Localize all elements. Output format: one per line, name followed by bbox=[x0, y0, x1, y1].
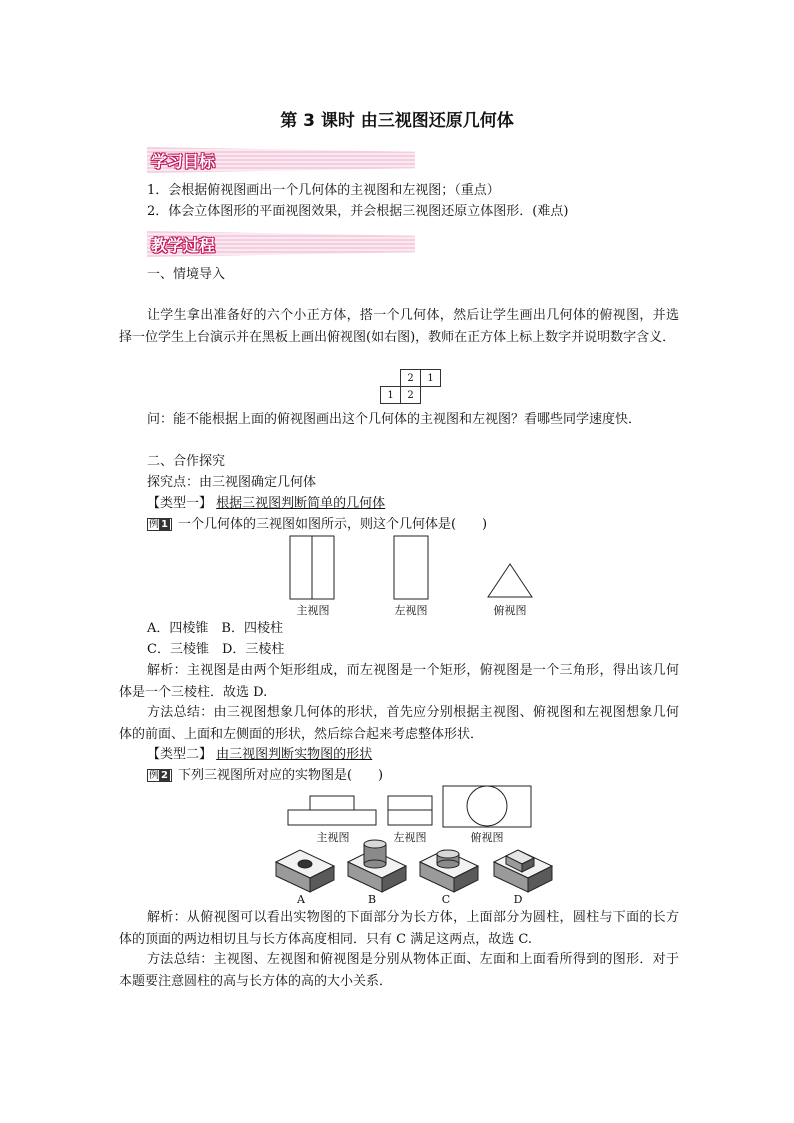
option-d-figure bbox=[494, 850, 552, 892]
grid-cell: 2 bbox=[401, 387, 421, 404]
example2-badge: 例 2 bbox=[147, 769, 172, 782]
front-view-top-block bbox=[310, 796, 354, 810]
top-view-circle bbox=[467, 786, 507, 826]
example1-badge: 例 1 bbox=[147, 518, 172, 531]
option-d-label: D bbox=[513, 893, 523, 906]
example2-summary: 方法总结：主视图、左视图和俯视图是分别从物体正面、左面和上面看所得到的图形．对于本题要注意圆柱的高与长方体的高的大小关系． bbox=[119, 952, 679, 989]
example1-text: 一个几何体的三视图如图所示，则这个几何体是( ) bbox=[177, 517, 488, 532]
example1-summary: 方法总结：由三视图想象几何体的形状，首先应分别根据主视图、俯视图和左视图想象几何体的前面、上面和左侧面的形状，然后综合起来考虑整体形状． bbox=[119, 705, 679, 742]
ex2-caption-front: 主视图 bbox=[316, 831, 350, 844]
example1-options-2: C．三棱锥 D．三棱柱 bbox=[147, 642, 285, 657]
option-b-label: B bbox=[367, 893, 377, 906]
goal-2: 2．体会立体图形的平面视图效果，并会根据三视图还原立体图形．(难点) bbox=[147, 204, 569, 219]
explore-point: 探究点：由三视图确定几何体 bbox=[147, 475, 317, 490]
ex2-caption-top: 俯视图 bbox=[470, 831, 504, 844]
ex1-caption-left: 左视图 bbox=[394, 604, 428, 617]
front-view-base bbox=[288, 810, 376, 825]
option-c-figure bbox=[420, 850, 478, 892]
option-c-label: C bbox=[441, 893, 451, 906]
option-a-figure bbox=[276, 850, 334, 892]
type2-title: 由三视图判断实物图的形状 bbox=[216, 747, 373, 762]
section-explore-heading: 二、合作探究 bbox=[147, 454, 226, 469]
option-a-label: A bbox=[297, 893, 305, 906]
example2-text: 下列三视图所对应的实物图是( ) bbox=[177, 768, 384, 783]
ex2-caption-left: 左视图 bbox=[393, 831, 427, 844]
type1-label: 【类型一】 bbox=[147, 496, 213, 511]
grid-cell: 2 bbox=[401, 370, 421, 387]
teaching-process-heading: 教学过程 bbox=[151, 236, 216, 255]
question-paragraph: 问：能不能根据上面的俯视图画出这个几何体的主视图和左视图？看哪些同学速度快． bbox=[147, 412, 642, 427]
type2-label: 【类型二】 bbox=[147, 747, 213, 762]
type1-title: 根据三视图判断简单的几何体 bbox=[216, 496, 386, 511]
ex1-caption-top: 俯视图 bbox=[493, 604, 527, 617]
page-title: 第 3 课时 由三视图还原几何体 bbox=[280, 111, 514, 131]
ex1-caption-front: 主视图 bbox=[296, 604, 330, 617]
example1-options-1: A．四棱锥 B．四棱柱 bbox=[147, 621, 283, 636]
learning-goals-heading: 学习目标 bbox=[151, 152, 216, 171]
top-view-rect bbox=[443, 786, 531, 827]
example2-analysis: 解析：从俯视图可以看出实物图的下面部分为长方体，上面部分为圆柱，圆柱与下面的长方体的顶面的两边相切且与长方体高度相同．只有 C 满足这两点，故选 C. bbox=[119, 910, 679, 947]
intro-paragraph: 让学生拿出准备好的六个小正方体，搭一个几何体，然后让学生画出几何体的俯视图，并选择一位学生上台演示并在黑板上画出俯视图(如右图)，教师在正方体上标上数字并说明数字含义． bbox=[119, 308, 679, 345]
grid-cell: 1 bbox=[381, 387, 401, 404]
goal-1: 1．会根据俯视图画出一个几何体的主视图和左视图；（重点） bbox=[147, 183, 500, 198]
section-intro-heading: 一、情境导入 bbox=[147, 267, 226, 282]
option-b-figure bbox=[348, 840, 406, 892]
grid-cell: 1 bbox=[421, 370, 441, 387]
example1-analysis: 解析：主视图是由两个矩形组成，而左视图是一个矩形，俯视图是一个三角形，得出该几何体是一个三棱柱．故选 D. bbox=[119, 663, 679, 700]
